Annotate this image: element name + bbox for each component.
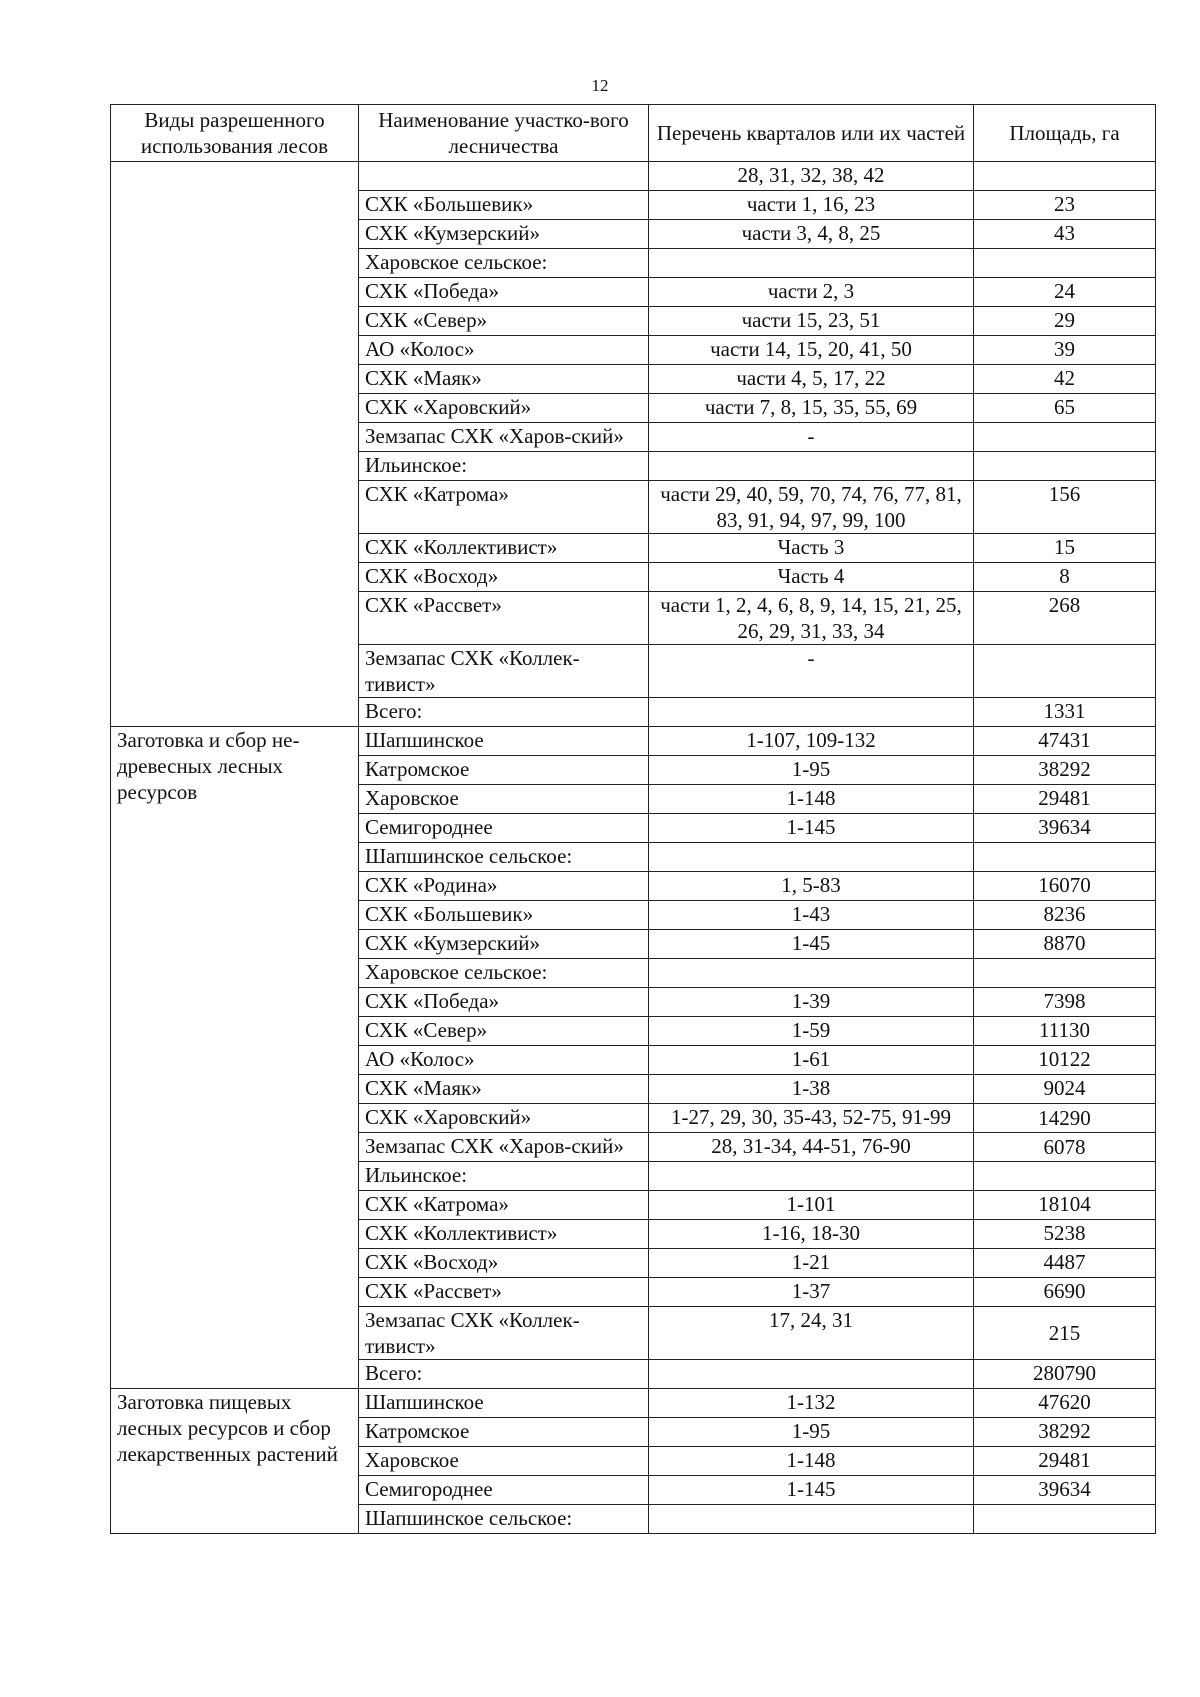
quarters-cell: Часть 4 — [649, 563, 974, 592]
header-area: Площадь, га — [974, 105, 1156, 162]
quarters-cell: 1-95 — [649, 756, 974, 785]
area-cell — [974, 162, 1156, 191]
forestry-name-cell: Семигороднее — [359, 814, 649, 843]
quarters-cell: 1-38 — [649, 1075, 974, 1104]
quarters-cell: 1-43 — [649, 901, 974, 930]
quarters-cell — [649, 452, 974, 481]
header-forestry: Наименование участко-вого лесничества — [359, 105, 649, 162]
area-cell: 39 — [974, 336, 1156, 365]
area-cell: 47431 — [974, 727, 1156, 756]
forestry-name-cell: АО «Колос» — [359, 1046, 649, 1075]
quarters-cell: - — [649, 423, 974, 452]
area-cell: 8870 — [974, 930, 1156, 959]
forestry-name-cell: СХК «Катрома» — [359, 481, 649, 534]
area-cell — [974, 1505, 1156, 1534]
quarters-cell: части 15, 23, 51 — [649, 307, 974, 336]
area-cell: 39634 — [974, 1476, 1156, 1505]
quarters-cell: Часть 3 — [649, 534, 974, 563]
area-cell: 39634 — [974, 814, 1156, 843]
area-cell: 16070 — [974, 872, 1156, 901]
use-type-cell: Заготовка и сбор не-древесных лесных ресурсов — [111, 727, 359, 1389]
area-cell — [974, 249, 1156, 278]
quarters-cell: 1-148 — [649, 785, 974, 814]
quarters-cell: 1-45 — [649, 930, 974, 959]
area-cell: 9024 — [974, 1075, 1156, 1104]
table-row — [111, 727, 1156, 756]
forestry-name-cell: СХК «Маяк» — [359, 1075, 649, 1104]
area-cell: 43 — [974, 220, 1156, 249]
quarters-cell — [649, 698, 974, 727]
quarters-cell: 1-145 — [649, 814, 974, 843]
area-cell: 10122 — [974, 1046, 1156, 1075]
quarters-cell: части 1, 16, 23 — [649, 191, 974, 220]
forestry-name-cell: Шапшинское — [359, 727, 649, 756]
forestry-name-cell: Ильинское: — [359, 1162, 649, 1191]
area-cell: 15 — [974, 534, 1156, 563]
quarters-cell: 1, 5-83 — [649, 872, 974, 901]
area-cell: 1331 — [974, 698, 1156, 727]
forestry-name-cell: Земзапас СХК «Коллек-тивист» — [359, 1307, 649, 1360]
quarters-cell: 1-145 — [649, 1476, 974, 1505]
header-use: Виды разрешенного использования лесов — [111, 105, 359, 162]
forestry-name-cell: Харовское — [359, 1447, 649, 1476]
quarters-cell: части 7, 8, 15, 35, 55, 69 — [649, 394, 974, 423]
area-cell — [974, 423, 1156, 452]
area-cell — [974, 1162, 1156, 1191]
quarters-cell — [649, 959, 974, 988]
quarters-cell: части 2, 3 — [649, 278, 974, 307]
area-cell: 7398 — [974, 988, 1156, 1017]
table-header-row — [111, 105, 1156, 162]
use-type-cell — [111, 162, 359, 727]
quarters-cell — [649, 1360, 974, 1389]
area-cell: 8 — [974, 563, 1156, 592]
quarters-cell: части 14, 15, 20, 41, 50 — [649, 336, 974, 365]
forestry-name-cell — [359, 162, 649, 191]
area-cell: 47620 — [974, 1389, 1156, 1418]
forestry-name-cell: Харовское сельское: — [359, 249, 649, 278]
area-cell — [974, 452, 1156, 481]
quarters-cell: - — [649, 645, 974, 698]
area-cell: 24 — [974, 278, 1156, 307]
area-cell: 280790 — [974, 1360, 1156, 1389]
quarters-cell: 28, 31, 32, 38, 42 — [649, 162, 974, 191]
area-cell: 156 — [974, 481, 1156, 534]
area-cell: 29481 — [974, 1447, 1156, 1476]
quarters-cell: части 3, 4, 8, 25 — [649, 220, 974, 249]
quarters-cell: 1-101 — [649, 1191, 974, 1220]
forestry-name-cell: Катромское — [359, 756, 649, 785]
forestry-name-cell: СХК «Харовский» — [359, 394, 649, 423]
quarters-cell: 1-27, 29, 30, 35-43, 52-75, 91-99 — [649, 1104, 974, 1133]
forestry-name-cell: Катромское — [359, 1418, 649, 1447]
area-cell: 11130 — [974, 1017, 1156, 1046]
area-cell: 65 — [974, 394, 1156, 423]
quarters-cell: 1-132 — [649, 1389, 974, 1418]
forestry-name-cell: СХК «Север» — [359, 1017, 649, 1046]
area-cell: 6690 — [974, 1278, 1156, 1307]
forestry-name-cell: Всего: — [359, 1360, 649, 1389]
forest-use-table — [110, 104, 1156, 1534]
forestry-name-cell: Харовское — [359, 785, 649, 814]
forestry-name-cell: Земзапас СХК «Харов-ский» — [359, 1133, 649, 1162]
area-cell: 29 — [974, 307, 1156, 336]
forestry-name-cell: Земзапас СХК «Харов-ский» — [359, 423, 649, 452]
quarters-cell: 1-16, 18-30 — [649, 1220, 974, 1249]
area-cell — [974, 843, 1156, 872]
forestry-name-cell: Шапшинское сельское: — [359, 1505, 649, 1534]
forestry-name-cell: СХК «Маяк» — [359, 365, 649, 394]
area-cell: 4487 — [974, 1249, 1156, 1278]
forestry-name-cell: АО «Колос» — [359, 336, 649, 365]
quarters-cell: 1-37 — [649, 1278, 974, 1307]
area-cell: 6078 — [974, 1133, 1156, 1162]
forestry-name-cell: СХК «Рассвет» — [359, 1278, 649, 1307]
quarters-cell: 1-21 — [649, 1249, 974, 1278]
quarters-cell: 1-95 — [649, 1418, 974, 1447]
area-cell: 268 — [974, 592, 1156, 645]
forestry-name-cell: Ильинское: — [359, 452, 649, 481]
quarters-cell: 1-61 — [649, 1046, 974, 1075]
quarters-cell — [649, 843, 974, 872]
quarters-cell: 1-59 — [649, 1017, 974, 1046]
area-cell — [974, 645, 1156, 698]
area-cell: 29481 — [974, 785, 1156, 814]
forestry-name-cell: Шапшинское сельское: — [359, 843, 649, 872]
area-cell — [974, 959, 1156, 988]
forestry-name-cell: СХК «Катрома» — [359, 1191, 649, 1220]
quarters-cell — [649, 1505, 974, 1534]
area-cell: 38292 — [974, 1418, 1156, 1447]
forestry-name-cell: СХК «Родина» — [359, 872, 649, 901]
quarters-cell: 1-107, 109-132 — [649, 727, 974, 756]
forestry-name-cell: Харовское сельское: — [359, 959, 649, 988]
forestry-name-cell: Семигороднее — [359, 1476, 649, 1505]
forestry-name-cell: СХК «Рассвет» — [359, 592, 649, 645]
forestry-name-cell: СХК «Кумзерский» — [359, 930, 649, 959]
page-number: 12 — [591, 76, 609, 95]
area-cell: 23 — [974, 191, 1156, 220]
forestry-name-cell: СХК «Восход» — [359, 563, 649, 592]
forestry-name-cell: Всего: — [359, 698, 649, 727]
area-cell: 215 — [974, 1307, 1156, 1360]
table-row — [111, 162, 1156, 191]
quarters-cell: части 4, 5, 17, 22 — [649, 365, 974, 394]
area-cell: 18104 — [974, 1191, 1156, 1220]
forestry-name-cell: СХК «Большевик» — [359, 901, 649, 930]
quarters-cell — [649, 249, 974, 278]
quarters-cell — [649, 1162, 974, 1191]
area-cell: 38292 — [974, 756, 1156, 785]
forestry-name-cell: СХК «Кумзерский» — [359, 220, 649, 249]
quarters-cell: 17, 24, 31 — [649, 1307, 974, 1360]
forestry-name-cell: Шапшинское — [359, 1389, 649, 1418]
forestry-name-cell: СХК «Победа» — [359, 988, 649, 1017]
forestry-name-cell: СХК «Большевик» — [359, 191, 649, 220]
use-type-cell: Заготовка пищевых лесных ресурсов и сбор лекарственных растений — [111, 1389, 359, 1534]
quarters-cell: 28, 31-34, 44-51, 76-90 — [649, 1133, 974, 1162]
area-cell: 5238 — [974, 1220, 1156, 1249]
forestry-name-cell: Земзапас СХК «Коллек-тивист» — [359, 645, 649, 698]
forestry-name-cell: СХК «Север» — [359, 307, 649, 336]
table-row — [111, 1389, 1156, 1418]
forestry-name-cell: СХК «Коллективист» — [359, 1220, 649, 1249]
area-cell: 14290 — [974, 1104, 1156, 1133]
table-body — [111, 162, 1156, 1534]
forestry-name-cell: СХК «Восход» — [359, 1249, 649, 1278]
header-quarters: Перечень кварталов или их частей — [649, 105, 974, 162]
forestry-name-cell: СХК «Коллективист» — [359, 534, 649, 563]
forestry-name-cell: СХК «Харовский» — [359, 1104, 649, 1133]
quarters-cell: части 29, 40, 59, 70, 74, 76, 77, 81, 83, 91, 94, 97, 99, 100 — [649, 481, 974, 534]
area-cell: 42 — [974, 365, 1156, 394]
quarters-cell: 1-148 — [649, 1447, 974, 1476]
quarters-cell: 1-39 — [649, 988, 974, 1017]
quarters-cell: части 1, 2, 4, 6, 8, 9, 14, 15, 21, 25, 26, 29, 31, 33, 34 — [649, 592, 974, 645]
forestry-name-cell: СХК «Победа» — [359, 278, 649, 307]
area-cell: 8236 — [974, 901, 1156, 930]
